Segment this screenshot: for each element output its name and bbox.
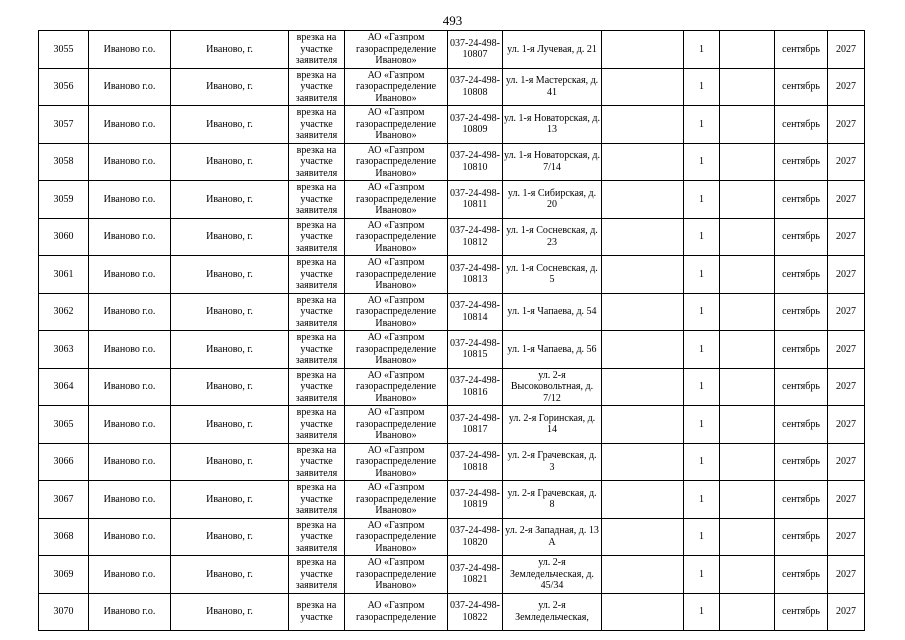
quantity-cell: 1 [684,443,720,481]
table-row [39,518,865,556]
organization-cell: АО «Газпром газораспределение Иваново» [345,331,448,369]
row-number-cell: 3066 [39,443,89,481]
empty-cell [602,181,684,219]
district-cell: Иваново г.о. [89,368,171,406]
row-number-cell: 3059 [39,181,89,219]
work-type-cell: врезка на участке заявителя [289,106,345,144]
address-cell: ул. 1-я Сосневская, д. 23 [503,218,602,256]
district-cell: Иваново г.о. [89,481,171,519]
table-row [39,106,865,144]
district-cell: Иваново г.о. [89,556,171,594]
locality-cell: Иваново, г. [171,293,289,331]
year-cell: 2027 [828,368,865,406]
empty-cell [720,481,775,519]
district-cell: Иваново г.о. [89,518,171,556]
table-row [39,143,865,181]
table-row [39,31,865,69]
year-cell: 2027 [828,256,865,294]
address-cell: ул. 1-я Лучевая, д. 21 [503,31,602,69]
address-cell: ул. 2-я Высоковольтная, д. 7/12 [503,368,602,406]
year-cell: 2027 [828,143,865,181]
district-cell: Иваново г.о. [89,218,171,256]
year-cell: 2027 [828,181,865,219]
empty-cell [720,31,775,69]
organization-cell: АО «Газпром газораспределение Иваново» [345,481,448,519]
row-number-cell: 3068 [39,518,89,556]
month-cell: сентябрь [775,31,828,69]
month-cell: сентябрь [775,406,828,444]
quantity-cell: 1 [684,31,720,69]
month-cell: сентябрь [775,293,828,331]
locality-cell: Иваново, г. [171,518,289,556]
object-code-cell: 037-24-498-10807 [448,31,503,69]
year-cell: 2027 [828,106,865,144]
year-cell: 2027 [828,481,865,519]
organization-cell: АО «Газпром газораспределение Иваново» [345,218,448,256]
work-type-cell: врезка на участке заявителя [289,181,345,219]
month-cell: сентябрь [775,518,828,556]
object-code-cell: 037-24-498-10809 [448,106,503,144]
empty-cell [720,406,775,444]
quantity-cell: 1 [684,68,720,106]
locality-cell: Иваново, г. [171,143,289,181]
empty-cell [720,293,775,331]
organization-cell: АО «Газпром газораспределение Иваново» [345,293,448,331]
quantity-cell: 1 [684,556,720,594]
work-type-cell: врезка на участке заявителя [289,143,345,181]
table-row [39,481,865,519]
organization-cell: АО «Газпром газораспределение [345,593,448,631]
empty-cell [720,181,775,219]
empty-cell [720,331,775,369]
year-cell: 2027 [828,293,865,331]
month-cell: сентябрь [775,106,828,144]
object-code-cell: 037-24-498-10817 [448,406,503,444]
locality-cell: Иваново, г. [171,593,289,631]
quantity-cell: 1 [684,293,720,331]
month-cell: сентябрь [775,368,828,406]
locality-cell: Иваново, г. [171,556,289,594]
address-cell: ул. 1-я Новаторская, д. 13 [503,106,602,144]
locality-cell: Иваново, г. [171,106,289,144]
work-type-cell: врезка на участке заявителя [289,256,345,294]
organization-cell: АО «Газпром газораспределение Иваново» [345,256,448,294]
district-cell: Иваново г.о. [89,143,171,181]
quantity-cell: 1 [684,481,720,519]
empty-cell [720,256,775,294]
quantity-cell: 1 [684,331,720,369]
address-cell: ул. 1-я Мастерская, д. 41 [503,68,602,106]
row-number-cell: 3061 [39,256,89,294]
locality-cell: Иваново, г. [171,218,289,256]
object-code-cell: 037-24-498-10815 [448,331,503,369]
month-cell: сентябрь [775,443,828,481]
row-number-cell: 3055 [39,31,89,69]
row-number-cell: 3056 [39,68,89,106]
work-type-cell: врезка на участке заявителя [289,293,345,331]
empty-cell [602,256,684,294]
locality-cell: Иваново, г. [171,331,289,369]
table-row [39,331,865,369]
table-row [39,593,865,631]
organization-cell: АО «Газпром газораспределение Иваново» [345,143,448,181]
table-row [39,556,865,594]
year-cell: 2027 [828,218,865,256]
address-cell: ул. 2-я Горинская, д. 14 [503,406,602,444]
year-cell: 2027 [828,406,865,444]
row-number-cell: 3060 [39,218,89,256]
empty-cell [720,518,775,556]
empty-cell [720,106,775,144]
object-code-cell: 037-24-498-10814 [448,293,503,331]
empty-cell [602,556,684,594]
organization-cell: АО «Газпром газораспределение Иваново» [345,443,448,481]
empty-cell [720,593,775,631]
work-type-cell: врезка на участке [289,593,345,631]
table-row [39,368,865,406]
table-row [39,218,865,256]
address-cell: ул. 1-я Чапаева, д. 56 [503,331,602,369]
district-cell: Иваново г.о. [89,256,171,294]
object-code-cell: 037-24-498-10819 [448,481,503,519]
quantity-cell: 1 [684,181,720,219]
row-number-cell: 3062 [39,293,89,331]
table-row [39,68,865,106]
table-row [39,443,865,481]
empty-cell [720,368,775,406]
work-type-cell: врезка на участке заявителя [289,481,345,519]
month-cell: сентябрь [775,481,828,519]
month-cell: сентябрь [775,181,828,219]
district-cell: Иваново г.о. [89,181,171,219]
row-number-cell: 3064 [39,368,89,406]
empty-cell [720,218,775,256]
month-cell: сентябрь [775,556,828,594]
work-type-cell: врезка на участке заявителя [289,406,345,444]
empty-cell [720,143,775,181]
year-cell: 2027 [828,68,865,106]
work-type-cell: врезка на участке заявителя [289,68,345,106]
month-cell: сентябрь [775,218,828,256]
empty-cell [602,293,684,331]
row-number-cell: 3070 [39,593,89,631]
address-cell: ул. 1-я Новаторская, д. 7/14 [503,143,602,181]
empty-cell [720,68,775,106]
district-cell: Иваново г.о. [89,106,171,144]
empty-cell [602,218,684,256]
empty-cell [602,106,684,144]
district-cell: Иваново г.о. [89,293,171,331]
object-code-cell: 037-24-498-10818 [448,443,503,481]
object-code-cell: 037-24-498-10811 [448,181,503,219]
row-number-cell: 3065 [39,406,89,444]
empty-cell [602,481,684,519]
quantity-cell: 1 [684,256,720,294]
row-number-cell: 3063 [39,331,89,369]
empty-cell [602,68,684,106]
quantity-cell: 1 [684,106,720,144]
locality-cell: Иваново, г. [171,256,289,294]
quantity-cell: 1 [684,368,720,406]
empty-cell [602,518,684,556]
year-cell: 2027 [828,331,865,369]
locality-cell: Иваново, г. [171,481,289,519]
year-cell: 2027 [828,556,865,594]
organization-cell: АО «Газпром газораспределение Иваново» [345,556,448,594]
object-code-cell: 037-24-498-10816 [448,368,503,406]
empty-cell [602,31,684,69]
year-cell: 2027 [828,593,865,631]
work-type-cell: врезка на участке заявителя [289,518,345,556]
year-cell: 2027 [828,518,865,556]
empty-cell [602,331,684,369]
quantity-cell: 1 [684,593,720,631]
table-row [39,293,865,331]
locality-cell: Иваново, г. [171,368,289,406]
work-type-cell: врезка на участке заявителя [289,556,345,594]
table-row [39,181,865,219]
year-cell: 2027 [828,443,865,481]
object-code-cell: 037-24-498-10821 [448,556,503,594]
empty-cell [602,143,684,181]
organization-cell: АО «Газпром газораспределение Иваново» [345,106,448,144]
address-cell: ул. 2-я Грачевская, д. 3 [503,443,602,481]
locality-cell: Иваново, г. [171,68,289,106]
locality-cell: Иваново, г. [171,181,289,219]
object-code-cell: 037-24-498-10813 [448,256,503,294]
row-number-cell: 3057 [39,106,89,144]
empty-cell [602,368,684,406]
district-cell: Иваново г.о. [89,31,171,69]
month-cell: сентябрь [775,256,828,294]
district-cell: Иваново г.о. [89,406,171,444]
object-code-cell: 037-24-498-10822 [448,593,503,631]
row-number-cell: 3069 [39,556,89,594]
quantity-cell: 1 [684,143,720,181]
object-code-cell: 037-24-498-10812 [448,218,503,256]
object-code-cell: 037-24-498-10810 [448,143,503,181]
month-cell: сентябрь [775,593,828,631]
empty-cell [602,406,684,444]
address-cell: ул. 1-я Сибирская, д. 20 [503,181,602,219]
work-type-cell: врезка на участке заявителя [289,443,345,481]
page-number: 493 [442,13,463,28]
quantity-cell: 1 [684,406,720,444]
organization-cell: АО «Газпром газораспределение Иваново» [345,518,448,556]
work-type-cell: врезка на участке заявителя [289,31,345,69]
empty-cell [602,443,684,481]
object-code-cell: 037-24-498-10820 [448,518,503,556]
table-row [39,256,865,294]
locality-cell: Иваново, г. [171,443,289,481]
address-cell: ул. 2-я Земледельческая, д. 45/34 [503,556,602,594]
locality-cell: Иваново, г. [171,31,289,69]
empty-cell [720,443,775,481]
row-number-cell: 3067 [39,481,89,519]
quantity-cell: 1 [684,518,720,556]
address-cell: ул. 2-я Грачевская, д. 8 [503,481,602,519]
organization-cell: АО «Газпром газораспределение Иваново» [345,68,448,106]
row-number-cell: 3058 [39,143,89,181]
address-cell: ул. 2-я Западная, д. 13 А [503,518,602,556]
organization-cell: АО «Газпром газораспределение Иваново» [345,368,448,406]
month-cell: сентябрь [775,68,828,106]
organization-cell: АО «Газпром газораспределение Иваново» [345,31,448,69]
object-code-cell: 037-24-498-10808 [448,68,503,106]
year-cell: 2027 [828,31,865,69]
quantity-cell: 1 [684,218,720,256]
address-cell: ул. 2-я Земледельческая, [503,593,602,631]
address-cell: ул. 1-я Сосневская, д. 5 [503,256,602,294]
locality-cell: Иваново, г. [171,406,289,444]
empty-cell [720,556,775,594]
address-cell: ул. 1-я Чапаева, д. 54 [503,293,602,331]
district-cell: Иваново г.о. [89,593,171,631]
month-cell: сентябрь [775,331,828,369]
organization-cell: АО «Газпром газораспределение Иваново» [345,181,448,219]
table-row [39,406,865,444]
district-cell: Иваново г.о. [89,331,171,369]
empty-cell [602,593,684,631]
district-cell: Иваново г.о. [89,68,171,106]
work-type-cell: врезка на участке заявителя [289,331,345,369]
district-cell: Иваново г.о. [89,443,171,481]
work-type-cell: врезка на участке заявителя [289,218,345,256]
registry-table [38,30,865,631]
work-type-cell: врезка на участке заявителя [289,368,345,406]
month-cell: сентябрь [775,143,828,181]
organization-cell: АО «Газпром газораспределение Иваново» [345,406,448,444]
